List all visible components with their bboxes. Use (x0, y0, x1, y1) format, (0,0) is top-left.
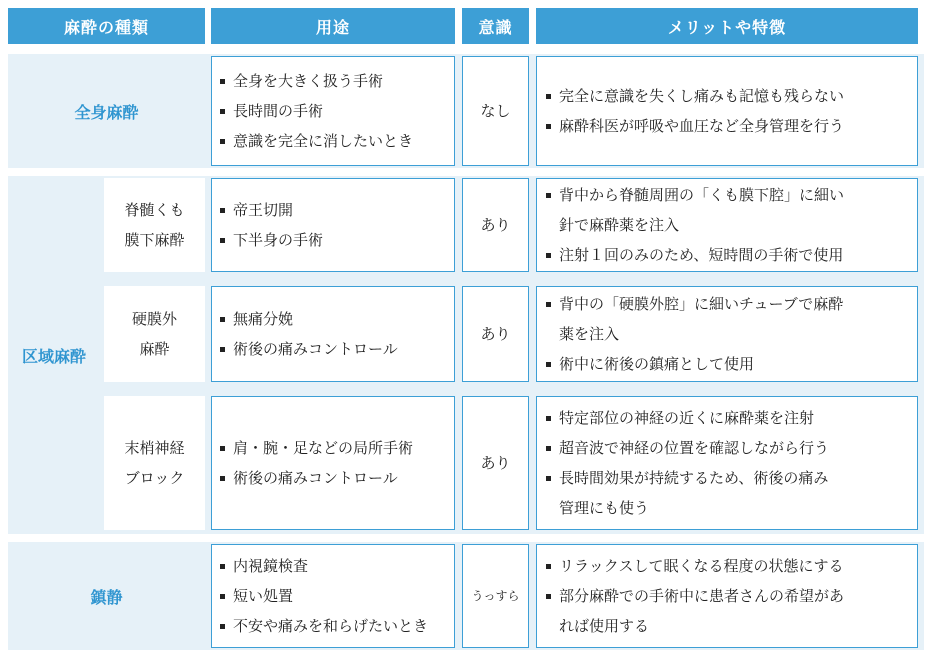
bullet-icon (220, 238, 225, 243)
list-item: 肩・腕・足などの局所手術 (220, 433, 454, 463)
general-label: 全身麻酔 (74, 102, 139, 122)
bullet-icon (220, 139, 225, 144)
epidural-merits (536, 286, 918, 382)
list-item: 注射１回のみのため、短時間の手術で使用 (546, 240, 917, 270)
bullet-icon (220, 446, 225, 451)
list-item: 術後の痛みコントロール (220, 334, 454, 364)
list-item: 意識を完全に消したいとき (220, 126, 454, 156)
sedation-label: 鎮静 (90, 587, 123, 607)
bullet-icon (220, 317, 225, 322)
list-item: 無痛分娩 (220, 304, 454, 334)
sedation-merits (536, 544, 918, 648)
bullet-icon (546, 362, 551, 367)
list-item: 部分麻酔での手術中に患者さんの希望があ れば使用する (546, 581, 917, 641)
bullet-icon (220, 347, 225, 352)
list-item: 内視鏡検査 (220, 551, 454, 581)
list-item: 背中から脊髄周囲の「くも膜下腔」に細い 針で麻酔薬を注入 (546, 180, 917, 240)
bullet-icon (546, 446, 551, 451)
epidural-label: 硬膜外 麻酔 (104, 286, 205, 382)
list-item: 不安や痛みを和らげたいとき (220, 611, 454, 641)
list-item: 長時間効果が持続するため、術後の痛み 管理にも使う (546, 463, 917, 523)
bullet-icon (220, 109, 225, 114)
list-item: 特定部位の神経の近くに麻酔薬を注射 (546, 403, 917, 433)
bullet-icon (546, 193, 551, 198)
sedation-uses (211, 544, 455, 648)
bullet-icon (220, 476, 225, 481)
list-item: 背中の「硬膜外腔」に細いチューブで麻酔 薬を注入 (546, 289, 917, 349)
nerve-block-label: 末梢神経 ブロック (104, 396, 205, 530)
bullet-icon (220, 594, 225, 599)
general-uses (211, 56, 455, 166)
bullet-icon (220, 79, 225, 84)
list-item: 術後の痛みコントロール (220, 463, 454, 493)
list-item: 帝王切開 (220, 195, 454, 225)
epidural-uses (211, 286, 455, 382)
bullet-icon (546, 124, 551, 129)
spinal-uses (211, 178, 455, 272)
nerve-block-merits (536, 396, 918, 530)
sedation-consciousness: うっすら (462, 544, 529, 648)
bullet-icon (546, 564, 551, 569)
bullet-icon (546, 253, 551, 258)
header-type: 麻酔の種類 (8, 8, 205, 44)
bullet-icon (220, 208, 225, 213)
list-item: 全身を大きく扱う手術 (220, 66, 454, 96)
epidural-consciousness: あり (462, 286, 529, 382)
regional-label: 区域麻酔 (21, 346, 86, 366)
general-consciousness: なし (462, 56, 529, 166)
bullet-icon (546, 94, 551, 99)
bullet-icon (546, 594, 551, 599)
bullet-icon (220, 624, 225, 629)
list-item: リラックスして眠くなる程度の状態にする (546, 551, 917, 581)
spinal-merits (536, 178, 918, 272)
list-item: 完全に意識を失くし痛みも記憶も残らない (546, 81, 917, 111)
bullet-icon (546, 302, 551, 307)
list-item: 下半身の手術 (220, 225, 454, 255)
spinal-consciousness: あり (462, 178, 529, 272)
list-item: 超音波で神経の位置を確認しながら行う (546, 433, 917, 463)
list-item: 長時間の手術 (220, 96, 454, 126)
bullet-icon (546, 416, 551, 421)
spinal-label: 脊髄くも 膜下麻酔 (104, 178, 205, 272)
header-merit: メリットや特徴 (536, 8, 918, 44)
bullet-icon (546, 476, 551, 481)
list-item: 短い処置 (220, 581, 454, 611)
header-consciousness: 意識 (462, 8, 529, 44)
list-item: 術中に術後の鎮痛として使用 (546, 349, 917, 379)
bullet-icon (220, 564, 225, 569)
nerve-block-consciousness: あり (462, 396, 529, 530)
list-item: 麻酔科医が呼吸や血圧など全身管理を行う (546, 111, 917, 141)
nerve-block-uses (211, 396, 455, 530)
header-use: 用途 (211, 8, 455, 44)
general-merits (536, 56, 918, 166)
